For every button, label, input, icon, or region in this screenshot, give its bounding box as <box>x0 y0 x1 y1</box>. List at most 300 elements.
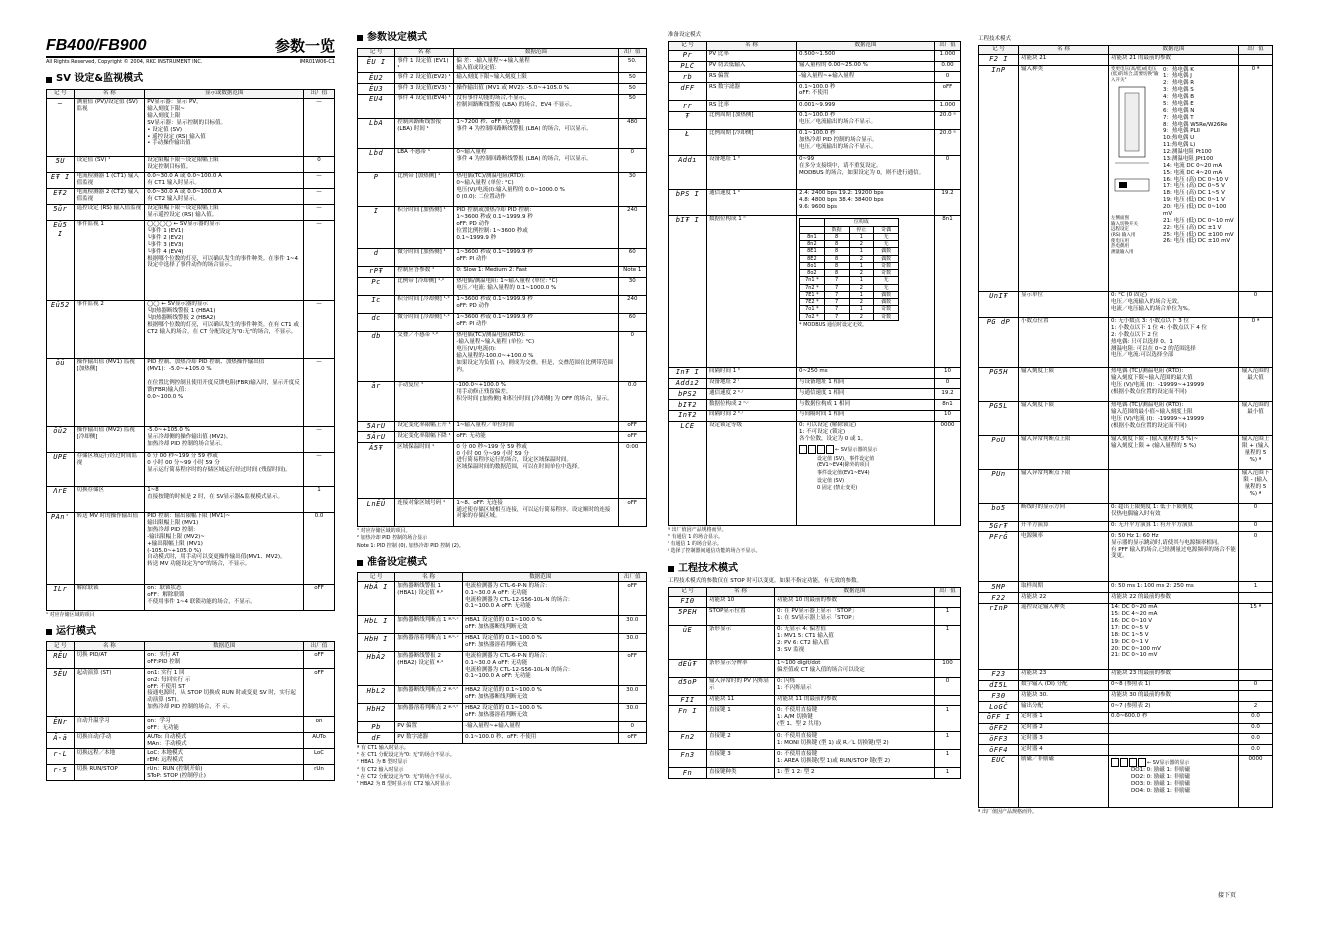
dio-sv-display-label: ← SV显示器的显示 <box>1147 760 1190 767</box>
param-name: 定时器 1 <box>1019 712 1109 723</box>
footnote: ᶠ HBA2 为 B 型时显示有 CT2 输入时显示 <box>357 781 450 787</box>
param-symbol: F30 <box>979 691 1019 702</box>
bit-frame-cell: 1 <box>849 233 874 240</box>
param-default: 30 <box>618 277 646 295</box>
col-header-name: 名 称 <box>707 41 797 50</box>
param-name: 事件 1 设定值 (EV1) ¹ <box>395 57 454 73</box>
param-range: 0.0~30.0 A 或 0.0~100.0 A 有 CT1 输入时显示。 <box>145 172 304 188</box>
col-header-symbol: 记 号 <box>358 48 395 57</box>
bit-frame-cell: 8 <box>824 255 849 262</box>
bit-frame-row <box>800 313 899 320</box>
param-name: 通信速度 2 ʰ·ⁱ <box>707 389 797 400</box>
param-name: 事件监视 2 <box>74 300 145 358</box>
param-default: 输入范围的最大值 <box>1239 367 1273 401</box>
param-name: 输入种类 <box>1019 65 1109 291</box>
param-default: 30.0 <box>618 616 646 634</box>
param-range: 1~7200 秒、oFF: 无功能 事件 4 为控制回路断线警报 (LBA) 的场合，可以显示。 <box>454 118 618 148</box>
bit-frame-cell: 8 <box>824 233 849 240</box>
col-header-range: 数据范围 <box>1109 45 1239 54</box>
param-default: 50. <box>618 57 646 73</box>
input-type-item: 11:热电偶 L) <box>1163 142 1196 149</box>
param-range: 热电偶 (TC)/测温电阻 (RTD): 输入范围的最小值~输入刻度上限 电压 (V)/电流 (I)：-19999~+19999 (根据小数点位置的设定而不同) <box>1109 401 1239 435</box>
bit-frame-header-cell <box>800 226 825 233</box>
param-name: 条形显示分辨率 <box>707 659 775 677</box>
table-row <box>669 189 961 215</box>
footnote: ᵇ 在 CT1 分配设定为"0: 无"的场合不显示。 <box>357 752 455 758</box>
table-row <box>47 452 335 486</box>
param-default: 1 <box>935 706 961 732</box>
col-header-symbol: 记 号 <box>47 642 75 651</box>
param-name: 比例带 [加热侧] ¹ <box>395 172 454 206</box>
bit-frame-row <box>800 306 899 313</box>
param-symbol: Addı2 <box>669 378 707 389</box>
param-symbol: ĒU4 <box>358 94 395 118</box>
param-default: LoC <box>304 749 335 765</box>
param-name: PV 数字滤器 <box>395 733 463 744</box>
param-default: 8n1 <box>935 215 961 367</box>
param-name: 事件监视 1 <box>74 220 145 300</box>
table-row <box>669 72 961 83</box>
param-symbol: LnĒŪ <box>358 499 395 527</box>
table-row <box>669 677 961 695</box>
table-row <box>358 331 647 381</box>
param-default: 2 <box>1239 702 1273 713</box>
param-default: AUTo <box>304 733 335 749</box>
input-type-item: 19: 电压 (低) DC 0~1 V <box>1163 197 1225 204</box>
param-default: — <box>304 98 335 156</box>
bit-frame-cell: 奇数 <box>874 306 899 313</box>
param-symbol: r-L <box>47 749 75 765</box>
table-header-row <box>669 587 961 596</box>
param-name: 起动演算 (ST) <box>74 669 145 717</box>
bit-frame-blank <box>800 219 825 226</box>
param-default: 0.0 <box>1239 745 1273 756</box>
footnote: ² 加热冷却 PID 控制的场合显示 <box>357 535 428 542</box>
input-type-item: 2：热电偶 R <box>1163 80 1195 87</box>
param-range: PID 控制：输出限幅下限 (MV1)~ 输出限幅上限 (MV1) 加热冷却 PID 控制： -输出限幅上限 (MV2)~ +输出限幅上限 (MV1) (-105.0~+105.0 %) 自动模式时，用手动可以变更操作输出值(MV1、MV2)。 转送 MV 功能设定为"0"的场合，不显示。 <box>145 512 304 584</box>
param-default: 19.2 <box>935 189 961 215</box>
param-symbol: PLČ <box>669 61 707 72</box>
param-range: 设定限幅下限～设定限幅上限 设定控制目标值。 <box>145 156 304 172</box>
param-default: 0.0 <box>618 381 646 421</box>
table-row <box>47 156 335 172</box>
bit-frame-cell: 2 <box>849 255 874 262</box>
input-type-item: 5：热电偶 E <box>1163 100 1194 107</box>
table-row <box>669 732 961 750</box>
param-default: 0 ª <box>1239 317 1273 367</box>
bit-frame-cell: 无 <box>874 233 899 240</box>
param-name: 比例周期 [冷却侧] <box>707 129 797 155</box>
param-default: 0 <box>935 72 961 83</box>
param-range: 0: 闪烁 1: 不闪烁显示 <box>775 677 935 695</box>
table-row <box>47 512 335 584</box>
param-symbol: ĒŦ2 <box>47 188 75 204</box>
param-range <box>797 215 935 367</box>
switch-label: 使电压用 <box>1111 238 1129 244</box>
param-symbol: Pb <box>358 722 395 733</box>
param-name: 功能块 21 <box>1019 54 1109 65</box>
param-range <box>1109 755 1239 807</box>
param-range: 0.500~1.500 <box>797 50 935 61</box>
param-symbol: Ā-ā <box>47 733 75 749</box>
prep-cont-table <box>668 41 961 526</box>
param-default: 0:00 <box>618 443 646 499</box>
param-default: — <box>304 188 335 204</box>
param-default: 0 <box>618 722 646 733</box>
param-default: 0 <box>1239 521 1273 532</box>
table-row <box>358 499 647 527</box>
param-default: 10 <box>935 367 961 378</box>
col-header-range: 数据范围 <box>463 573 618 582</box>
param-range <box>1109 65 1239 291</box>
param-default: 0 ª <box>1239 65 1273 291</box>
param-name: PV 比率 <box>707 50 797 61</box>
param-name: 输入异常时的 PV 闪烁显示 <box>707 677 775 695</box>
col-header-symbol: 记 号 <box>979 45 1019 54</box>
lock-digit-desc: 设定值 (SV)，事件设定值 (EV1~EV4)除外的项目 <box>817 455 875 468</box>
param-symbol: Pr <box>669 50 707 61</box>
param-default <box>1239 691 1273 702</box>
param-default: — <box>304 358 335 426</box>
param-symbol: LoGČ <box>979 702 1019 713</box>
param-default: 0 <box>618 331 646 381</box>
lock-diagram <box>799 445 932 454</box>
table-row <box>358 686 647 704</box>
param-range: 操作输出值 (MV1 或 MV2): -5.0~+105.0 % <box>454 84 618 95</box>
lock-text: 0: 可以设定 (解除锁定) <box>799 422 857 428</box>
bit-frame-cell: 8E2 <box>800 255 825 262</box>
param-name: 加热器断线警报 1 (HBA1) 设定值 ª·ᵇ <box>395 582 463 616</box>
param-name: 加热器断线判断点 1 ª·ᵇ·ᶜ <box>395 616 463 634</box>
table-row <box>979 691 1273 702</box>
param-range: 0.1~100.0 秒、oFF: 不使用 <box>463 733 618 744</box>
param-symbol: F23 <box>979 669 1019 680</box>
bit-frame-cell: 7 <box>824 313 849 320</box>
param-name: 直接键 3 <box>707 750 775 768</box>
param-range: oFF: 无功能 <box>454 432 618 443</box>
param-symbol: FI0 <box>669 596 707 607</box>
param-name: RS 比率 <box>707 101 797 112</box>
bit-frame-cell: 奇数 <box>874 262 899 269</box>
param-name: 小数点位置 <box>1019 317 1109 367</box>
param-name: 输入异常判断点下限 <box>1019 469 1109 503</box>
param-name: 加热器溶着判断点 1 ª·ᵇ·ᶜ <box>395 634 463 652</box>
dio-row: DO2: 0: 励磁 1: 非励磁 <box>1131 774 1191 781</box>
table-row <box>669 400 961 411</box>
param-symbol: HbĀ I <box>358 582 395 616</box>
col-header-name: 名 称 <box>395 48 454 57</box>
param-default: 1 <box>1239 582 1273 593</box>
col-header-symbol: 记 号 <box>669 41 707 50</box>
param-default: on <box>304 717 335 733</box>
input-type-item: 12:测温电阻 Pt100 <box>1163 149 1212 155</box>
table-row <box>669 389 961 400</box>
table-header-row <box>47 642 335 651</box>
param-symbol: PUn <box>979 469 1019 503</box>
param-symbol: LČĒ <box>669 421 707 525</box>
footnote: ᵈ 有 CT2 输入时显示 <box>357 766 404 773</box>
param-symbol: 5PĒH <box>669 607 707 625</box>
table-row <box>358 634 647 652</box>
param-symbol: HbĀ2 <box>358 652 395 686</box>
param-name: 切换存储区 <box>74 486 145 512</box>
table-row <box>47 486 335 512</box>
param-range: 功能块 22 的最前的参数 <box>1109 593 1239 604</box>
table-row <box>669 61 961 72</box>
param-symbol: InP <box>979 65 1019 291</box>
param-symbol: d <box>358 248 395 266</box>
param-symbol: Pc <box>358 277 395 295</box>
table-row <box>47 584 335 610</box>
table-row <box>358 616 647 634</box>
param-range: 0: 超出上限刻度 1: 低于下限刻度 仅热电偶输入时有效 <box>1109 503 1239 521</box>
param-symbol: Ł <box>669 129 707 155</box>
bit-frame-row <box>800 241 899 248</box>
param-name: 解除联锁 <box>74 584 145 610</box>
param-range: 功能块 23 的最前的参数 <box>1109 669 1239 680</box>
bit-frame-table <box>799 218 899 321</box>
param-range: 功能块 30 的最前的参数 <box>1109 691 1239 702</box>
param-name: 直接键 1 <box>707 706 775 732</box>
param-name: 定时器 2 <box>1019 723 1109 734</box>
footnote: ᵍ 出厂值因产品规格而异。 <box>668 526 727 533</box>
param-range: 0.001~9.999 <box>797 101 935 112</box>
param-default: 480 <box>618 118 646 148</box>
param-symbol: Ēū52 <box>47 300 75 358</box>
table-row <box>669 421 961 525</box>
table-row <box>979 712 1273 723</box>
col-header-default: 出厂值 <box>935 587 961 596</box>
table-row <box>47 358 335 426</box>
bit-frame-cell: 1 <box>849 291 874 298</box>
bit-frame-row <box>800 233 899 240</box>
prep-notes <box>357 745 647 788</box>
param-symbol: UnIŦ <box>979 291 1019 317</box>
param-range: 14: DC 0~20 mA 15: DC 4~20 mA 16: DC 0~10 V 17: DC 0~5 V 18: DC 1~5 V 19: DC 0~1 V 20: DC 0~100 mV 21: DC 0~10 mV <box>1109 603 1239 669</box>
bit-frame-row <box>800 299 899 306</box>
input-switch-note: 变更电压(高/低)或电压(低)的场合,需要切换"输入开关" <box>1111 66 1159 83</box>
param-name: 设定变化率限幅上升 ¹ <box>395 421 454 432</box>
param-range: 0: °C (0 固定) 电压／电流输入的场合无效。 电流／电压输入的场合单位为%。 <box>1109 291 1239 317</box>
param-range: 与数据位构成 1 相同 <box>797 400 935 411</box>
lock-text: 各个位数，设定为 0 或 1。 <box>799 435 867 442</box>
param-default: 20.0 ᵍ <box>935 129 961 155</box>
sv-mode-heading: SV 设定&监视模式 <box>46 73 335 86</box>
param-range: 0~250 ms <box>797 367 935 378</box>
param-name: 切换 RUN/STOP <box>74 765 145 781</box>
param-range: 功能块 11 的最前的参数 <box>775 695 935 706</box>
column-4 <box>978 36 1273 816</box>
bit-frame-cell: 2 <box>849 284 874 291</box>
param-name: 功能块 23 <box>1019 669 1109 680</box>
bit-frame-row <box>800 262 899 269</box>
param-symbol: ĒU3 <box>358 84 395 95</box>
bit-frame-cell: 2 <box>849 313 874 320</box>
param-name: 手动复位 ¹ <box>395 381 454 421</box>
bit-frame-group: 位构成 <box>824 219 898 226</box>
bit-frame-cell: 7 <box>824 306 849 313</box>
prep-mode-heading: 准备设定模式 <box>357 557 647 570</box>
table-row <box>979 291 1273 317</box>
table-row <box>979 723 1273 734</box>
param-default: 0.0 <box>304 512 335 584</box>
input-type-wrapper <box>1109 66 1238 257</box>
switch-label: 远程设定 (RS) 输入用 <box>1111 227 1136 238</box>
param-range: 0: 不使用直接键 1: AREA 切换键(型 1)或 RUN/STOP 键(型 2) <box>775 750 935 768</box>
param-range: 0.0~600.0 秒 <box>1109 712 1239 723</box>
table-row <box>358 73 647 84</box>
sv-note: ¹ 对应存储区域的项目 <box>46 611 95 618</box>
col-header-default: 出厂值 <box>618 573 646 582</box>
param-range: on：实行 AT oFF:PID 控制 <box>145 651 304 669</box>
table-row <box>979 582 1273 593</box>
input-type-item: 14: 电流 DC 0~20 mA <box>1163 162 1223 169</box>
param-default: 1 <box>935 750 961 768</box>
param-range: 0.0~30.0 A 或 0.0~100.0 A 有 CT2 输入时显示。 <box>145 188 304 204</box>
column-2 <box>357 32 647 788</box>
param-name: 交叠／不感带 ¹·² <box>395 331 454 381</box>
col-header-range: 数据范围 <box>797 41 935 50</box>
param-default: 1 <box>935 625 961 659</box>
input-type-item: 1：热电偶 J <box>1163 73 1192 80</box>
param-default: 19.2 <box>935 389 961 400</box>
sv-mode-table <box>46 89 335 611</box>
table-row <box>47 651 335 669</box>
param-range: 0: Slow 1: Medium 2: Fast <box>454 266 618 277</box>
param-default: 10 <box>935 410 961 421</box>
table-row <box>669 101 961 112</box>
param-default: oFF <box>618 499 646 527</box>
param-default: 1.000 <box>935 50 961 61</box>
table-row <box>979 503 1273 521</box>
bit-frame-cell: 8E1 <box>800 248 825 255</box>
param-range: 0 分 00 秒~199 分 59 秒或 0 小时 00 分~99 小时 59 分 进行简易程序运行的场合，设定区域保温时间。 区域保温时间的数据范围，可以在时间单位中选择。 <box>454 443 618 499</box>
bit-frame-row <box>800 277 899 284</box>
col-header-name: 名 称 <box>395 573 463 582</box>
param-name: 取样周期 <box>1019 582 1109 593</box>
table-row <box>47 204 335 220</box>
footnote: ª 有 CT1 输入时显示。 <box>357 744 409 751</box>
param-name: 输入刻度上限 <box>1019 367 1109 401</box>
input-type-item: 21: 电压 (低) DC 0~10 mV <box>1163 217 1234 224</box>
input-type-item: 22: 电压 (高) DC ±1 V <box>1163 224 1222 231</box>
param-range: 0~8 (参照表 1) <box>1109 680 1239 691</box>
param-symbol: ĒNr <box>47 717 75 733</box>
param-name: 切换远程／本地 <box>74 749 145 765</box>
param-range: 输入刻度下限 - (输入量程的 5 %)~ 输入刻度上限 + (输入量程的 5 %) <box>1109 435 1239 469</box>
param-symbol: RĒU <box>47 651 75 669</box>
param-name: 事件 3 设定值(EV3) ¹ <box>395 84 454 95</box>
param-symbol: FII <box>669 695 707 706</box>
param-default: 240 <box>618 295 646 313</box>
input-type-list <box>1161 66 1238 257</box>
param-symbol: P <box>358 172 395 206</box>
param-symbol: LbĀ <box>358 118 395 148</box>
param-range: HBA2 设定值的 0.1~100.0 % oFF: 加热器断线判断无效 <box>463 686 618 704</box>
bit-frame-header-cell: 停止 <box>849 226 874 233</box>
param-symbol: Fn2 <box>669 732 707 750</box>
table-row <box>979 734 1273 745</box>
param-range: 功能块 10 的最前的参数 <box>775 596 935 607</box>
table-row <box>979 367 1273 401</box>
bit-frame-cell: 7o2 * <box>800 313 825 320</box>
param-default: 0 <box>935 155 961 189</box>
param-name: 间隔时间 1 ʰ <box>707 367 797 378</box>
param-name: 控制回路断线警报 (LBA) 时间 ¹ <box>395 118 454 148</box>
param-name: 间隔时间 2 ʰ·ⁱ <box>707 410 797 421</box>
param-name: RS 偏置 <box>707 72 797 83</box>
param-range: -输入量程~+输入量程 <box>797 72 935 83</box>
param-name: 事件 2 设定值(EV2) ¹ <box>395 73 454 84</box>
param-range: PID 控制、加热冷却 PID 控制、加热操作输出值 (MV1)：-5.0~+105.0 % 在位置比例控制且使用开度反馈电阻(FBR)输入时，显示开度反馈(FBR)输入值： 0.0~100.0 % <box>145 358 304 426</box>
param-symbol: dc <box>358 313 395 331</box>
switch-label: 左侧面图 <box>1111 216 1129 221</box>
table-row <box>47 98 335 156</box>
input-type-item: 6：热电偶 N <box>1163 107 1195 114</box>
table-row <box>979 680 1273 691</box>
param-name: 操作输出值 (MV2) 监视 [冷却侧] <box>74 426 145 452</box>
param-default: 0 <box>1239 291 1273 317</box>
table-row <box>669 410 961 421</box>
param-default: 1 <box>935 768 961 779</box>
param-symbol: Fn <box>669 768 707 779</box>
input-type-item: 0：热电偶 K <box>1163 66 1194 73</box>
table-row <box>47 220 335 300</box>
param-name: 条形显示 <box>707 625 775 659</box>
table-row <box>669 129 961 155</box>
table-row <box>358 295 647 313</box>
param-name: 控制应答参数 ¹ <box>395 266 454 277</box>
lock-text: 1: 不可设定 (锁定) <box>799 428 846 435</box>
switch-label: 测量输入用 <box>1111 249 1134 255</box>
column-1 <box>46 36 335 781</box>
param-range: 偏 差：-输入量程~+输入量程 输入值或设定值: <box>454 57 618 73</box>
param-symbol: InŦ2 <box>669 410 707 421</box>
switch-label: 输入切换开关 <box>1111 221 1138 227</box>
param-default: — <box>304 220 335 300</box>
table-row <box>979 669 1273 680</box>
table-row <box>47 669 335 717</box>
param-symbol: rr <box>669 101 707 112</box>
table-header-row <box>47 89 335 98</box>
table-row <box>979 54 1273 65</box>
param-default: oFF <box>618 733 646 744</box>
param-range: 功能块 21 的最前的参数 <box>1109 54 1239 65</box>
param-name: 连接对象区域号码 ¹ <box>395 499 454 527</box>
param-symbol: ōFF I <box>979 712 1019 723</box>
param-default: 0.0 <box>1239 723 1273 734</box>
table-row <box>358 652 647 686</box>
param-symbol: ILr <box>47 584 75 610</box>
param-symbol: 5MP <box>979 582 1019 593</box>
param-name: 加热器断线判断点 2 ª·ᵈ·ᶠ <box>395 686 463 704</box>
param-symbol: PG5H <box>979 367 1019 401</box>
param-default: oFF <box>618 652 646 686</box>
param-range: 0: 50 Hz 1: 60 Hz 显示器的显示跳动时,请使其与电源频率相同。 有 PFF 输入的场合,已经测量过电源频率的场合不能变更。 <box>1109 532 1239 582</box>
param-symbol: rInP <box>979 603 1019 669</box>
col-header-default: 出厂值 <box>304 642 335 651</box>
bit-frame-cell: 奇数 <box>874 313 899 320</box>
doc-title: 参数一览 <box>274 37 335 56</box>
table-row <box>669 695 961 706</box>
param-symbol: I <box>358 206 395 248</box>
param-name: 励磁／非励磁 <box>1019 755 1109 807</box>
param-range: 1~8 直接按键的时候是 2 时，在 SV显示器&监视模式显示。 <box>145 486 304 512</box>
param-name: 操作输出值 (MV1) 监视 [加热侧] <box>74 358 145 426</box>
col-header-default: 出厂值 <box>618 48 646 57</box>
bit-frame-group-row <box>800 219 899 226</box>
table-row <box>358 582 647 616</box>
